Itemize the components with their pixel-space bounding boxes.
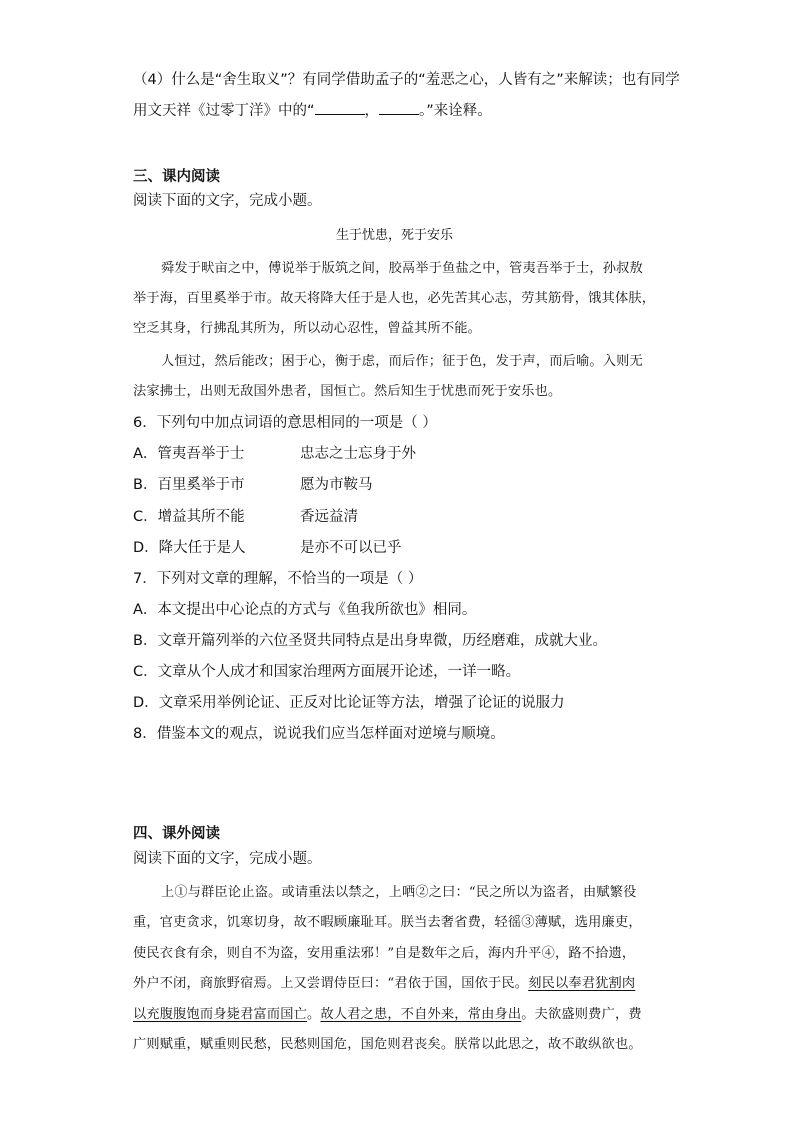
q4-line-2 <box>133 99 492 120</box>
answer-blank-1[interactable] <box>315 102 365 115</box>
q4-line-2-suffix: 。”来诠释。 <box>419 103 492 119</box>
classical-line-5-tail: 。夫欲盛则费广，费 <box>521 1007 642 1022</box>
classical-line-4 <box>133 972 635 991</box>
q4-comma: ， <box>364 103 380 119</box>
q6-option-b-left: B．百里奚举于市 <box>133 477 245 493</box>
q8-stem: 8．借鉴本文的观点，说说我们应当怎样面对逆境与顺境。 <box>133 726 505 742</box>
passage-p2-line-2: 法家拂士，出则无敌国外患者，国恒亡。然后知生于忧患而死于安乐也。 <box>133 384 562 399</box>
q7-option-c[interactable]: C．文章从个人成才和国家治理两方面展开论述，一详一略。 <box>133 664 521 680</box>
passage-p2-line-1: 人恒过，然后能改；困于心，衡于虑，而后作；征于色，发于声，而后喻。入则无 <box>161 354 643 369</box>
answer-blank-2[interactable] <box>379 102 419 115</box>
q6-option-d[interactable] <box>133 536 733 557</box>
q4-line-2-prefix: 用文天祥《过零丁洋》中的“ <box>133 103 315 119</box>
section-3-instruction: 阅读下面的文字，完成小题。 <box>133 193 322 209</box>
section-4-instruction: 阅读下面的文字，完成小题。 <box>133 851 322 867</box>
q7-option-b[interactable]: B．文章开篇列举的六位圣贤共同特点是出身卑微，历经磨难，成就大业。 <box>133 633 607 649</box>
classical-line-6: 广则赋重，赋重则民愁，民愁则国危，国危则君丧矣。朕常以此思之，故不敢纵欲也。 <box>133 1037 642 1052</box>
passage-p1-line-3: 空乏其身，行拂乱其所为，所以动心忍性，曾益其所不能。 <box>133 321 482 336</box>
q6-option-c-right: 香远益清 <box>300 509 358 525</box>
q6-option-a-left: A．管夷吾举于士 <box>133 446 245 462</box>
q6-option-a[interactable] <box>133 442 733 463</box>
q7-option-d[interactable]: D．文章采用举例论证、正反对比论证等方法，增强了论证的说服力 <box>133 695 565 711</box>
section-3-heading: 三、课内阅读 <box>133 169 220 185</box>
underlined-sentence-1: 刻民以奉君犹割肉 <box>528 976 636 991</box>
passage-p1-line-1: 舜发于畎亩之中，傅说举于版筑之间，胶鬲举于鱼盐之中，管夷吾举于士，孙叔敖 <box>161 261 643 276</box>
q6-option-d-left: D．降大任于是人 <box>133 540 246 556</box>
q6-stem: 6．下列句中加点词语的意思相同的一项是（ ） <box>133 415 437 431</box>
q6-option-c-left: C．增益其所不能 <box>133 509 245 525</box>
classical-line-3: 使民衣食有余，则自不为盗，安用重法邪！”自是数年之后，海内升平④，路不拾遗， <box>133 946 636 961</box>
classical-line-5 <box>133 1003 642 1022</box>
section-4-heading: 四、课外阅读 <box>133 826 220 842</box>
q6-option-d-right: 是亦不可以已乎 <box>300 540 402 556</box>
q7-stem: 7．下列对文章的理解，不恰当的一项是（ ） <box>133 571 423 587</box>
q6-option-b[interactable] <box>133 473 733 494</box>
q6-option-b-right: 愿为市鞍马 <box>300 477 373 493</box>
classical-line-2: 重，官吏贪求，饥寒切身，故不暇顾廉耻耳。朕当去奢省费，轻徭③薄赋，选用廉吏， <box>133 915 642 930</box>
q7-option-a[interactable]: A．本文提出中心论点的方式与《鱼我所欲也》相同。 <box>133 602 477 618</box>
q6-option-a-right: 忠志之士忘身于外 <box>300 446 416 462</box>
q4-line-1: （4）什么是“舍生取义”？有同学借助孟子的“羞恶之心，人皆有之”来解读；也有同学 <box>133 72 680 88</box>
classical-line-1: 上①与群臣论止盗。或请重法以禁之，上哂②之曰：“民之所以为盗者，由赋繁役 <box>161 885 637 900</box>
underlined-sentence-2: 故人君之患，不自外来，常由身出 <box>320 1007 522 1022</box>
q6-option-c[interactable] <box>133 505 733 526</box>
underlined-sentence-1-cont: 以充腹腹饱而身毙君富而国亡 <box>133 1007 308 1022</box>
classical-line-4-text: 外户不闭，商旅野宿焉。上又尝谓侍臣曰：“君依于国，国依于民。 <box>133 976 529 991</box>
passage-title: 生于忧患，死于安乐 <box>336 228 454 243</box>
passage-p1-line-2: 举于海，百里奚举于市。故天将降大任于是人也，必先苦其心志，劳其筋骨，饿其体肤， <box>133 291 656 306</box>
period: 。 <box>307 1007 321 1022</box>
